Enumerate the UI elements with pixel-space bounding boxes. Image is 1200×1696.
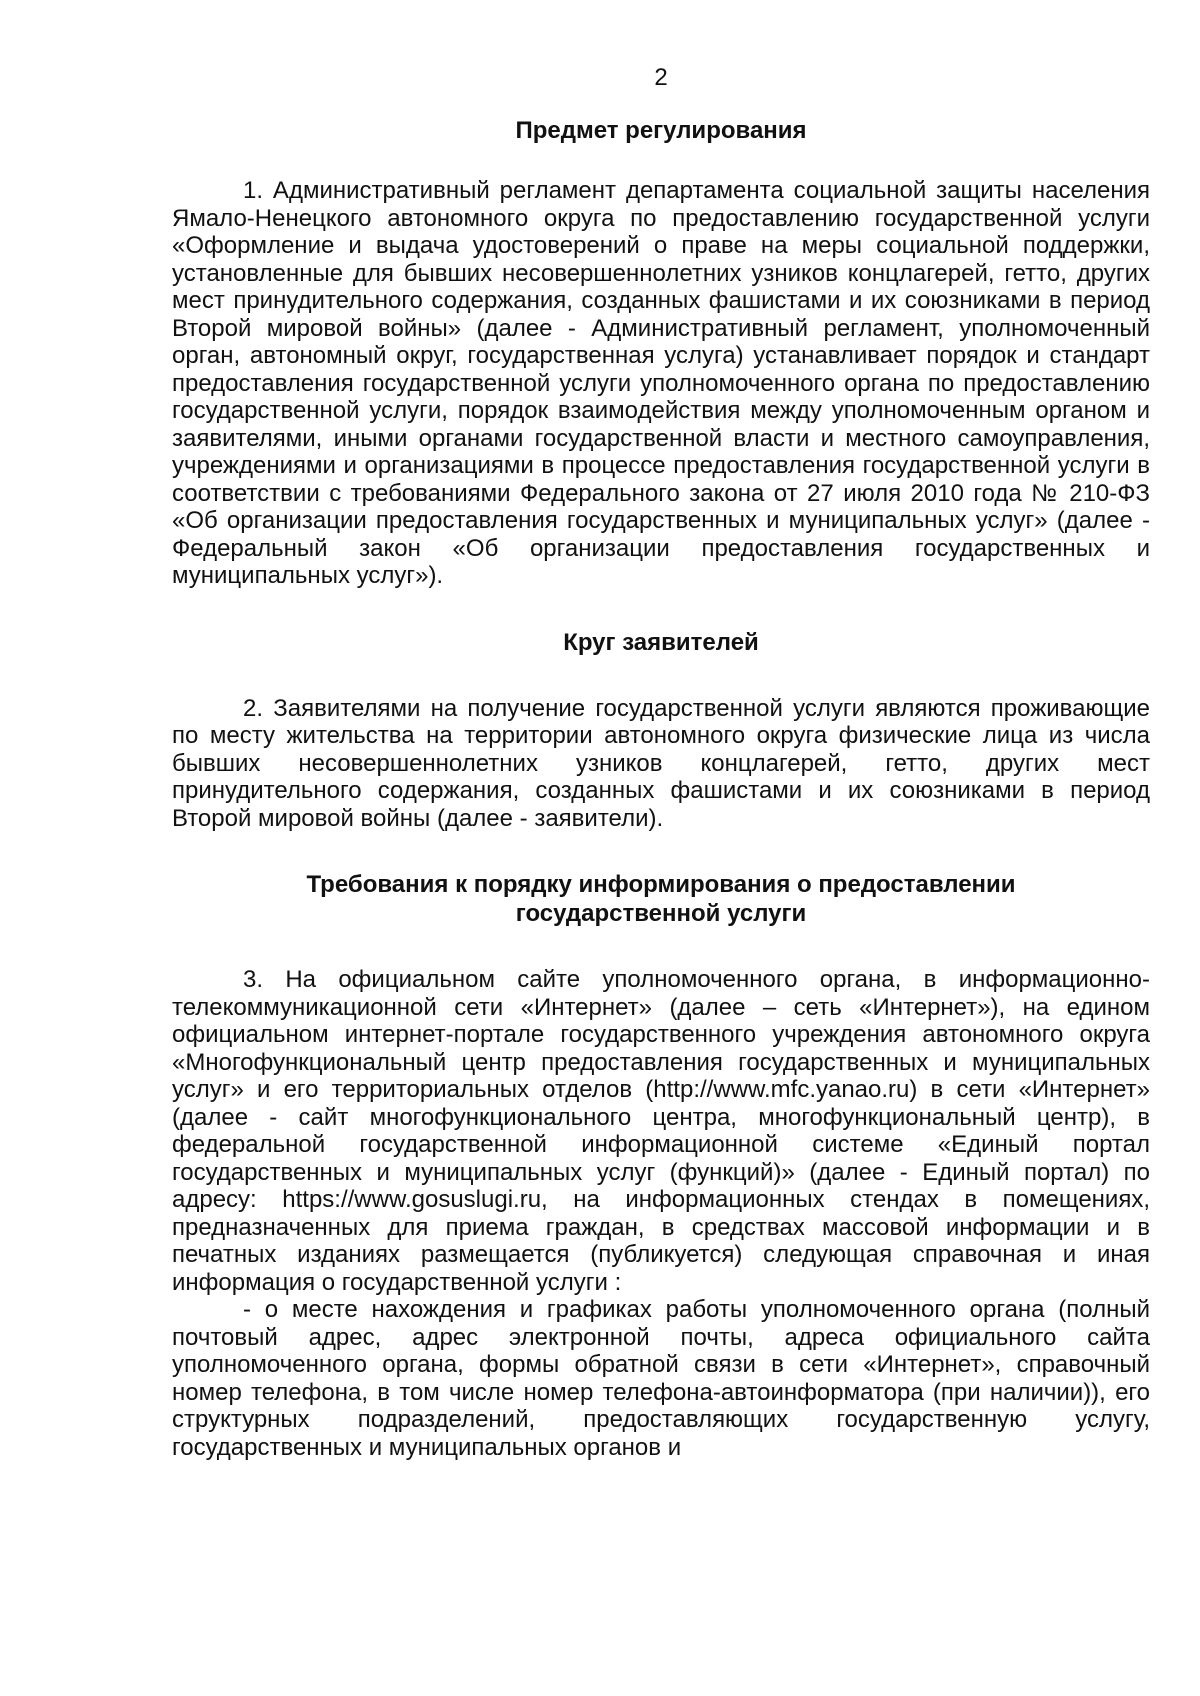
- paragraph-2: 2. Заявителями на получение государственной услуги являются проживающие по месту жительства на территории автономного округа физические лица из числа бывших несовершеннолетних узников концлагерей, гетто, других мест принудительного содержания, созданных фашистами и их союзниками в период Второй мировой войны (далее - заявители).: [172, 694, 1150, 832]
- paragraph-3: 3. На официальном сайте уполномоченного органа, в информационно-телекоммуникационной сети «Интернет» (далее – сеть «Интернет»), на едином официальном интернет-портале государственного учреждения автономного округа «Многофункциональный центр предоставления государственных и муниципальных услуг» и его территориальных отделов (http://www.mfc.yanao.ru) в сети «Интернет» (далее - сайт многофункционального центра, многофункциональный центр), в федеральной государственной информационной системе «Единый портал государственных и муниципальных услуг (функций)» (далее - Единый портал) по адресу: https://www.gosuslugi.ru, на информационных стендах в помещениях, предназначенных для приема граждан, в средствах массовой информации и в печатных изданиях размещается (публикуется) следующая справочная и иная информация о государственной услуги :: [172, 966, 1150, 1296]
- paragraph-3-item: - о месте нахождения и графиках работы уполномоченного органа (полный почтовый адрес, адрес электронной почты, адреса официального сайта уполномоченного органа, формы обратной связи в сети «Интернет», справочный номер телефона, в том числе номер телефона-автоинформатора (при наличии)), его структурных подразделений, предоставляющих государственную услугу, государственных и муниципальных органов и: [172, 1296, 1150, 1461]
- section-heading-line-2: государственной услуги: [515, 900, 807, 927]
- section-heading-subject: Предмет регулирования: [515, 117, 807, 144]
- page-number: 2: [654, 64, 668, 91]
- paragraph-1: 1. Административный регламент департамента социальной защиты населения Ямало-Ненецкого автономного округа по предоставлению государственной услуги «Оформление и выдача удостоверений о праве на меры социальной поддержки, установленные для бывших несовершеннолетних узников концлагерей, гетто, других мест принудительного содержания, созданных фашистами и их союзниками в период Второй мировой войны» (далее - Административный регламент, уполномоченный орган, автономный округ, государственная услуга) устанавливает порядок и стандарт предоставления государственной услуги уполномоченного органа по предоставлению государственной услуги, порядок взаимодействия между уполномоченным органом и заявителями, иными органами государственной власти и местного самоуправления, учреждениями и организациями в процессе предоставления государственной услуги в соответствии с требованиями Федерального закона от 27 июля 2010 года № 210-ФЗ «Об организации предоставления государственных и муниципальных услуг» (далее - Федеральный закон «Об организации предоставления государственных и муниципальных услуг»).: [172, 177, 1150, 589]
- section-heading-line-1: Требования к порядку информирования о предоставлении: [306, 871, 1016, 898]
- section-heading-information-requirements: [172, 870, 1150, 928]
- section-heading-applicants: Круг заявителей: [563, 628, 759, 656]
- document-page: [172, 64, 1150, 1461]
